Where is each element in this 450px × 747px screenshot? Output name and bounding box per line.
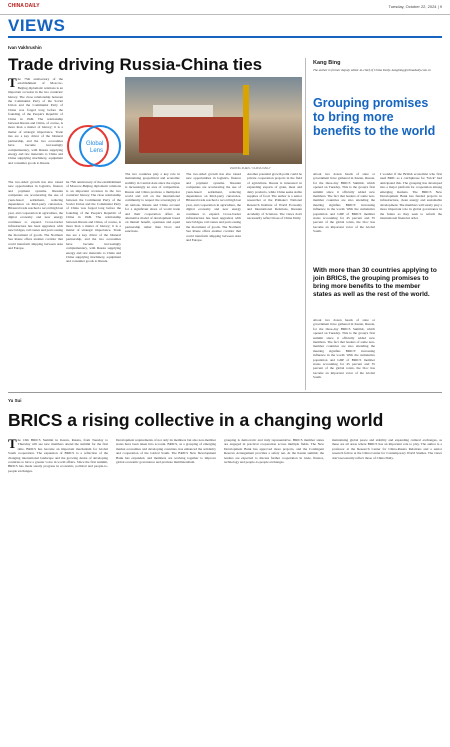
lens-label-line1: Global [86,141,104,147]
article2-pull-quote: With more than 30 countries applying to join BRICS, the grouping promises to bring more benefits to the member states as well as the rest of the world. [313,267,437,298]
global-lens-icon [66,118,122,174]
section-separator [8,392,442,393]
article1-column-1: The 75th anniversary of the establishment of Moscow-Beijing diplomatic relations is an important occasion in the two countries' history. The close relationship between the Communist Party of the Soviet Union and the Communist Party of China was forged long before the founding of the People's Republic of China in 1949. The relationship between Russia and China, of course, is more than a matter of history; it is a matter of strategic importance. Trade ties are a key driver of the bilateral partnership, and the two economies have become increasingly complementary, with Russia supplying energy and raw materials to China and China supplying machinery, equipment and consumer goods to Russia. [8,77,63,165]
article2-column-1b: About two dozen heads of state or government have gathered in Kazan, Russia, for the three-day BRICS Summit, which opened on Tuesday. This is the group's first summit since it officially added new members. The fact that leaders of some non-member countries are also attending the meeting signifies BRICS' increasing influence in the world. With the cumulative population and GDP of BRICS member states accounting for 45 percent and 35 percent of the global totals, the bloc has become an important voice of the Global South. [313,318,375,380]
cargo-ship [139,117,244,153]
section-rule [8,36,442,38]
article2-author: Kang Bing [313,60,341,66]
article3-column-3: grouping is democratic and truly representative. BRICS member states are engaged in practical cooperation across multiple fields. The New Development Bank has approved more projects, and the Contingent Reserve Arrangement provides a safety net. At the Kazan summit, the leaders are expected to discuss further cooperation in trade, finance, technology and people-to-people exchanges. [224,438,324,465]
article3-headline: BRICS a rising collective in a changing world [8,410,384,430]
article1-column-2: he 75th anniversary of the establishment of Moscow-Beijing diplomatic relations is an important occasion in the two countries' history. The close relationship between the Communist Party of the Soviet Union and the Communist Party of China was forged long before the founding of the People's Republic of China in 1949. The relationship between Russia and China, of course, is more than a matter of history; it is a matter of strategic importance. Trade ties are a key driver of the bilateral partnership, and the two economies have become increasingly complementary, with Russia supplying energy and raw materials to China and China supplying machinery, equipment and consumer goods to Russia. [66,180,121,264]
article2-headline: Grouping promises to bring more benefits to the world [313,96,436,138]
article3-column-2: Development requirements of not only its members but also non-member states have been taken into account. BRICS, as a grouping of emerging market economies and developing countries, has enhanced the solidarity and cooperation of the Global South. The BRICS New Development Bank has expanded, and members are working together to improve global economic governance and promote multilateralism. [116,438,216,465]
article1-byline: Ivan Vakhrushin [8,45,42,50]
article3-column-1: The 16th BRICS Summit in Kazan, Russia, from Tuesday to Thursday will see new members attend the summit for the first time. BRICS has become an important mechanism for Global South cooperation. The expansion of BRICS is a reflection of the changing international landscape and the growing desire of developing countries to have a greater voice in world affairs. Since the first summit, BRICS has made steady progress in economic, political and people-to-people exchanges. [8,438,108,473]
article2-author-bio: The author is former deputy editor-in-chief of China Daily. kangbing@chinadaily.com.cn [313,68,431,72]
article1-column-3: The two countries play a key role in maintaining geopolitical and economic stability in Central Asia since the region is increasingly an area of competition. Russia and China promote a multipolar world and call on the international community to respect the sovereignty of all nations. Russia and China account for a significant share of world trade and their cooperation offers an alternative model of development based on mutual benefit, openness and equal partnership rather than blocs and sanctions. [125,172,180,234]
port-crane [243,85,249,155]
masthead [0,0,450,15]
article1-column-1b: The two-sided growth has also raised new opportunities in logistics, finance and payment systems. Russian companies are accelerating the use of yuan-based settlement, reducing dependence on third-party currencies. Bilateral trade reached a record high last year, and cooperation in agriculture, the digital economy and new energy continues to expand. Cross-border infrastructure has been upgraded, with new bridges, rail routes and ports easing the movement of goods. The Northern Sea Route offers another corridor that could transform shipping between Asia and Europe. [8,180,63,251]
article3-column-4: maintaining global peace and stability and expanding cultural exchanges, as these are all areas where BRICS has an important role to play. The author is a professor at the Research Center for China-Russia Relations and a senior research fellow at the China Center for Contemporary World Studies. The views don't necessarily reflect those of China Daily. [332,438,442,460]
newspaper-logo: CHINA DAILY [8,3,40,9]
illustration-photo [125,77,302,164]
article1-dropcap: T [8,77,17,90]
lens-label-line2: Lens [90,148,104,154]
article2-column-1: About two dozen heads of state or government have gathered in Kazan, Russia, for the three-day BRICS Summit, which opened on Tuesday. This is the group's first summit since it officially added new members. The fact that leaders of some non-member countries are also attending the meeting signifies BRICS' increasing influence in the world. With the cumulative population and GDP of BRICS member states accounting for 45 percent and 35 percent of the global totals, the bloc has become an important voice of the Global South. [313,172,375,234]
issue-date: Tuesday, October 22, 2024 | 9 [388,4,442,9]
article3-byline: Yu Sui [8,398,22,403]
column-divider [305,58,306,390]
article1-column-4: The two-sided growth has also raised new opportunities in logistics, finance and payment systems. Russian companies are accelerating the use of yuan-based settlement, reducing dependence on third-party currencies. Bilateral trade reached a record high last year, and cooperation in agriculture, the digital economy and new energy continues to expand. Cross-border infrastructure has been upgraded, with new bridges, rail routes and ports easing the movement of goods. The Northern Sea Route offers another corridor that could transform shipping between Asia and Europe. [186,172,241,243]
article1-column-5: Another potential growth point could be private cooperation projects in the field of agriculture. Russia is interested in expanding exports of grain, meat and dairy products, while China seeks stable supplies of food. The author is a senior researcher at the Primakov National Research Institute of World Economy and International Relations, Russian Academy of Sciences. The views don't necessarily reflect those of China Daily. [247,172,302,221]
section-title: VIEWS [8,16,66,35]
article3-dropcap: T [8,438,17,451]
article2-column-2: I wonder if the British economist who first used BRIC as a catchphrase for "brick" had anticipated this. The grouping has developed into a major platform for cooperation among emerging markets. The BRICS New Development Bank has funded projects in infrastructure, clean energy and sustainable development. The members will surely play a more important role in global governance in the future as they seek to reform the international financial order. [380,172,442,221]
article1-headline: Trade driving Russia-China ties [8,55,263,74]
photo-credit: ZHONG ZHEN / CHINA DAILY [230,166,271,170]
